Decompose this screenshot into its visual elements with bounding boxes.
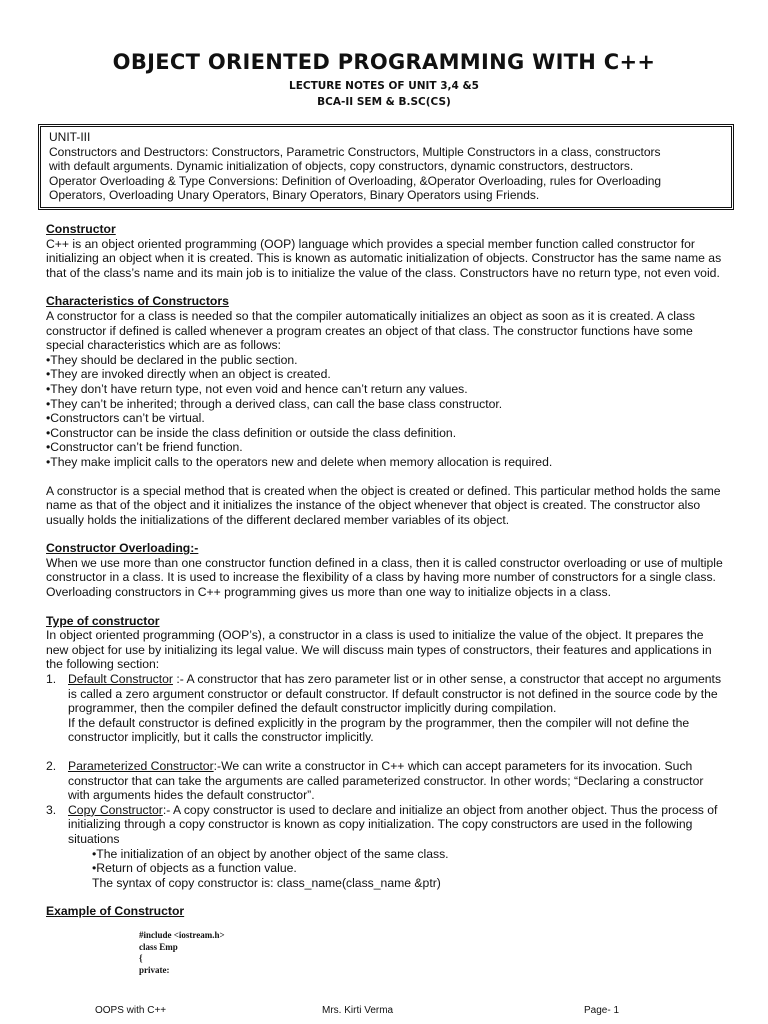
numbered-item — [46, 672, 726, 745]
sub-bullet-item: • The initialization of an object by another object of the same class. — [46, 847, 726, 862]
paragraph: A constructor is a special method that is created when the object is created or defined. This particular method holds the same name as that of the object and it initializes the instance of the object whenever that object is created. The constructor also usually holds the initializations of the different declared member variables of its object. — [46, 483, 721, 527]
section-heading-example: Example of Constructor — [46, 904, 185, 919]
paragraph: When we use more than one constructor function defined in a class, then it is called constructor overloading or use of multiple constructor in a class. It is used to increase the flexibility of a class by having more number of constructors for a single class. Overloading constructors in C++ programming gives us more than one way to initialize objects in a class. — [46, 555, 723, 600]
bullet-item: • They can’t be inherited; through a derived class, can call the base class constructor. — [46, 397, 726, 412]
bullet-item: • They are invoked directly when an object is created. — [46, 367, 726, 382]
syllabus-line: Operator Overloading & Type Conversions: Definition of Overloading, &Operator Overloading, rules for Overloading — [49, 173, 662, 188]
section-heading-characteristics: Characteristics of Constructors — [46, 294, 229, 309]
bullet-item: • They don’t have return type, not even void and hence can’t return any values. — [46, 382, 726, 397]
bullet-item: • Constructors can’t be virtual. — [46, 411, 726, 426]
code-line: private: — [139, 964, 170, 975]
unit-syllabus-box — [38, 124, 734, 210]
item-text: :-We can write a constructor in C++ which can accept parameters for its invocation. Such constructor that can take the arguments are called parameterized constructor. In other words; “Declaring a constructor with arguments hides the default constructor”. — [68, 759, 704, 803]
footer-course: OOPS with C++ — [95, 1005, 167, 1016]
bullet-item: • They make implicit calls to the operators new and delete when memory allocation is required. — [46, 455, 726, 470]
paragraph: C++ is an object oriented programming (OOP) language which provides a special member function called constructor for initializing an object when it is created. This is known as automatic initialization of objects. Constructor has the same name as that of the class’s name and its main job is to initialize the value of the class. Constructors have no return type, not even void. — [46, 236, 722, 280]
syntax-line: The syntax of copy constructor is: class_name(class_name &ptr) — [92, 875, 441, 890]
unit-label: UNIT-III — [49, 130, 91, 144]
syllabus-line: Operators, Overloading Unary Operators, Binary Operators, Binary Operators using Friends. — [49, 188, 540, 202]
syllabus-line: Constructors and Destructors: Constructors, Parametric Constructors, Multiple Constructors in a class, constructors — [49, 144, 661, 159]
item-term: Default Constructor — [68, 672, 173, 687]
paragraph: In object oriented programming (OOP’s), a constructor in a class is used to initialize the value of the object. It prepares the new object for use by initializing its legal value. We will discuss main types of constructors, their features and applications in the following section: — [46, 628, 712, 672]
item-term: Copy Constructor — [68, 802, 163, 817]
footer-author: Mrs. Kirti Verma — [322, 1005, 394, 1016]
code-snippet — [139, 930, 225, 976]
section-heading-types: Type of constructor — [46, 613, 160, 628]
item-number: 2. — [46, 759, 57, 773]
item-number: 3. — [46, 802, 57, 817]
item-text: :- A copy constructor is used to declare and initialize an object from another object. Thus the process of initializing through a copy constructor is known as copy initialization. The copy constructors are used in the following situations — [68, 802, 718, 846]
code-line: #include <iostream.h> — [139, 930, 225, 940]
section-heading-constructor: Constructor — [46, 222, 116, 236]
code-line: { — [139, 953, 143, 963]
item-extra: If the default constructor is defined explicitly in the program by the programmer, then the compiler will not define the constructor implicitly, but it calls the constructor implicitly. — [68, 715, 690, 745]
item-number: 1. — [46, 672, 57, 687]
section-heading-overloading: Constructor Overloading:- — [46, 541, 199, 556]
document-title: OBJECT ORIENTED PROGRAMMING WITH C++ — [112, 50, 656, 74]
document-subtitle-unit: LECTURE NOTES OF UNIT 3,4 &5 — [289, 80, 479, 92]
bullet-item: • Constructor can’t be friend function. — [46, 440, 726, 455]
main-content — [46, 222, 726, 919]
bullet-item: • Constructor can be inside the class definition or outside the class definition. — [46, 426, 726, 441]
syllabus-line: with default arguments. Dynamic initialization of objects, copy constructors, dynamic constructors, destructors. — [49, 159, 634, 173]
footer-page-number: Page- 1 — [584, 1005, 620, 1016]
code-line: class Emp — [139, 941, 178, 952]
bullet-item: • They should be declared in the public section. — [46, 353, 726, 368]
paragraph: A constructor for a class is needed so that the compiler automatically initializes an object as soon as it is created. A class constructor if defined is called whenever a program creates an object of that class. The constructor functions have some special characteristics which are as follows: — [46, 308, 695, 353]
item-term: Parameterized Constructor — [68, 759, 214, 773]
item-text: :- A constructor that has zero parameter list or in other sense, a constructor that accept no arguments is called a zero argument constructor or default constructor. If default constructor is not defined in the source code by the programmer, then the compiler defined the default constructor implicitly during compilation. — [68, 672, 722, 716]
document-subtitle-course: BCA-II SEM & B.SC(CS) — [317, 96, 451, 108]
sub-bullet-item: • Return of objects as a function value. — [46, 861, 726, 876]
numbered-item — [46, 759, 726, 803]
numbered-item — [46, 803, 726, 847]
